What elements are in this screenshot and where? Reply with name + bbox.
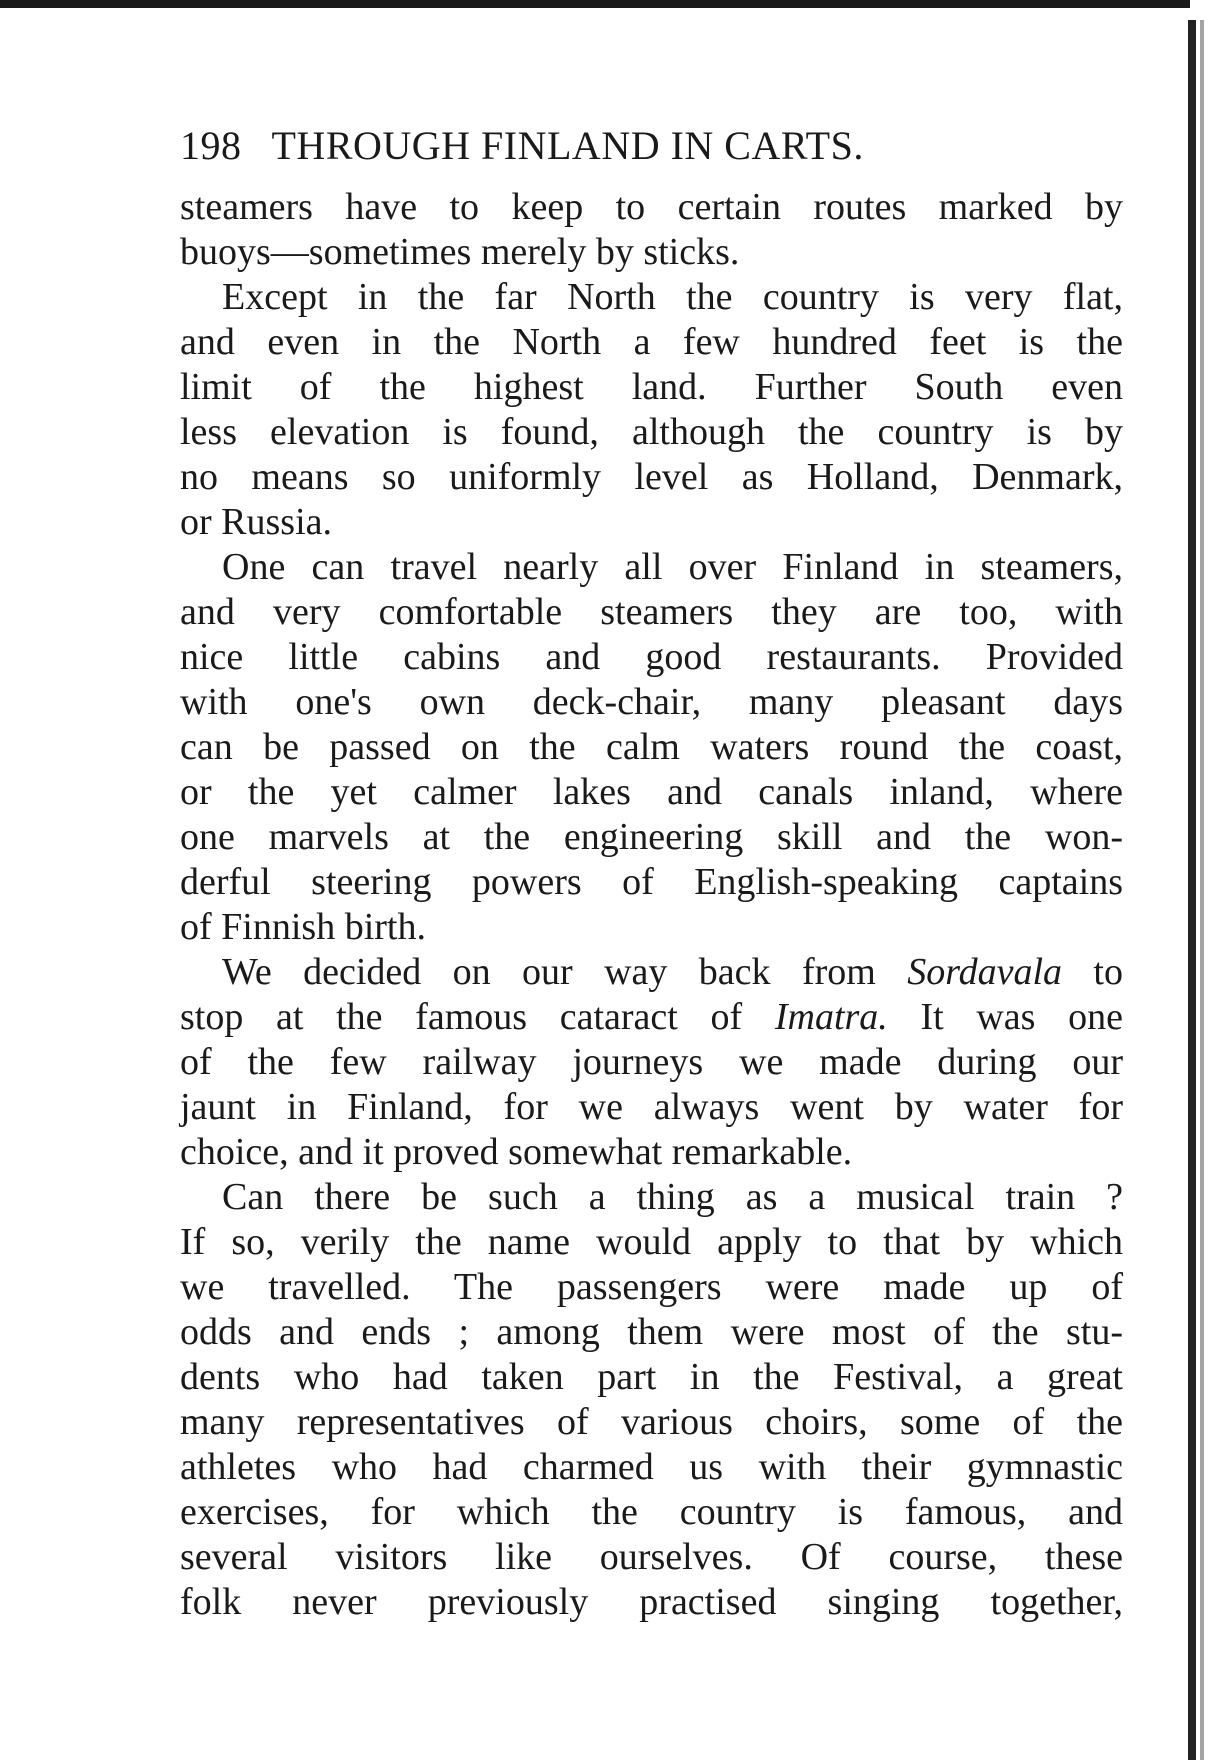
text-line: several visitors like ourselves. Of course, these — [180, 1536, 1123, 1578]
binding-edge — [1188, 20, 1196, 1760]
text-segment: We decided on our way back from — [222, 951, 908, 993]
text-line: derful steering powers of English-speaking captains — [180, 861, 1123, 903]
page-number: 198 — [180, 123, 242, 168]
place-name-italic: Sordavala — [907, 951, 1063, 993]
text-line: jaunt in Finland, for we always went by water for — [180, 1086, 1123, 1128]
text-line — [180, 950, 1123, 995]
text-line: One can travel nearly all over Finland in steamers, — [222, 546, 1123, 588]
text-line: of the few railway journeys we made during our — [180, 1041, 1123, 1083]
text-line: nice little cabins and good restaurants. Provided — [180, 636, 1123, 678]
running-header — [180, 122, 864, 169]
top-rule — [0, 0, 1190, 8]
text-line: Can there be such a thing as a musical train ? — [222, 1176, 1123, 1218]
binding-shadow — [1200, 20, 1204, 1760]
text-line: less elevation is found, although the country is by — [180, 411, 1123, 453]
body-text — [180, 185, 1123, 1625]
text-line: odds and ends ; among them were most of the stu- — [180, 1311, 1123, 1353]
text-line: no means so uniformly level as Holland, Denmark, — [180, 456, 1123, 498]
text-line: with one's own deck-chair, many pleasant days — [180, 681, 1123, 723]
place-name-italic: Imatra. — [774, 996, 888, 1038]
text-line: many representatives of various choirs, some of the — [180, 1401, 1123, 1443]
text-line: limit of the highest land. Further South even — [180, 366, 1123, 408]
text-line: dents who had taken part in the Festival, a great — [180, 1356, 1123, 1398]
text-line: we travelled. The passengers were made up of — [180, 1266, 1123, 1308]
text-line: and even in the North a few hundred feet is the — [180, 321, 1123, 363]
text-segment: to — [1062, 951, 1123, 993]
text-line: choice, and it proved somewhat remarkable. — [180, 1131, 853, 1173]
text-line: and very comfortable steamers they are too, with — [180, 591, 1123, 633]
text-line: buoys—sometimes merely by sticks. — [180, 231, 740, 273]
text-line: folk never previously practised singing together, — [180, 1581, 1123, 1623]
text-line: If so, verily the name would apply to that by which — [180, 1221, 1123, 1263]
text-line — [180, 995, 1123, 1040]
text-line: of Finnish birth. — [180, 906, 426, 948]
text-line: one marvels at the engineering skill and the won- — [180, 816, 1123, 858]
text-segment: It was one — [887, 996, 1123, 1038]
running-title: THROUGH FINLAND IN CARTS. — [271, 123, 864, 168]
text-line: exercises, for which the country is famous, and — [180, 1491, 1123, 1533]
text-line: can be passed on the calm waters round the coast, — [180, 726, 1123, 768]
text-line: athletes who had charmed us with their gymnastic — [180, 1446, 1123, 1488]
text-line: steamers have to keep to certain routes marked by — [180, 186, 1123, 228]
text-line: or Russia. — [180, 501, 332, 543]
text-segment: stop at the famous cataract of — [180, 996, 775, 1038]
text-line: Except in the far North the country is very flat, — [222, 276, 1123, 318]
text-line: or the yet calmer lakes and canals inland, where — [180, 771, 1123, 813]
